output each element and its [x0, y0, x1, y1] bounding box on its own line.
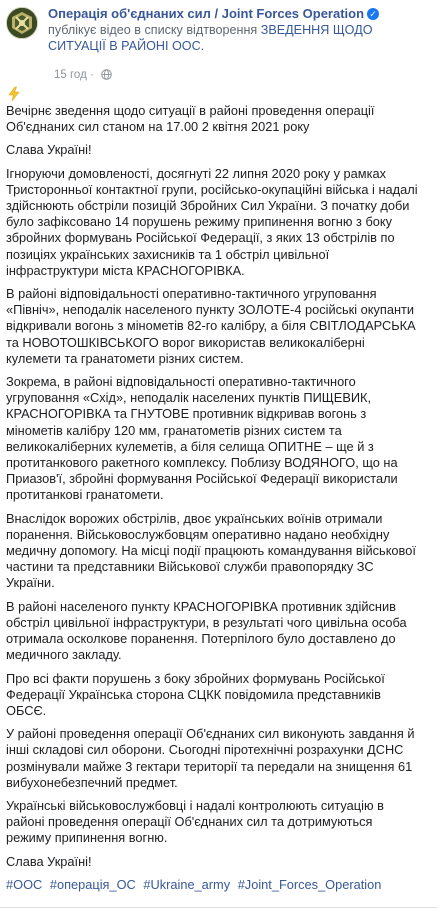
lightning-bolt-icon: [6, 86, 22, 102]
paragraph-10: Українські військовослужбовці і надалі контролюють ситуацію в районі проведення операції Об'єднаних сил та дотримуються режиму припинення вогню.: [6, 797, 384, 846]
paragraph-1: Вечірнє зведення щодо ситуації в районі проведення операції Об'єднаних сил станом на 17.00 2 квітня 2021 року: [6, 103, 375, 135]
post-timestamp[interactable]: 15 год: [54, 69, 87, 81]
paragraph-9: У районі проведення операції Об'єднаних сил виконують завдання й інші складові сил оборони. Сьогодні піротехнічні розрахунки ДСНС розмінували майже 3 гектари території та передали на знищення 61 вибухонебезпечний предмет.: [6, 726, 415, 790]
page-name-link[interactable]: Операція об'єднаних сил / Joint Forces Operation: [48, 6, 365, 21]
paragraph-2: Слава Україні!: [6, 142, 92, 158]
paragraph-11: Слава Україні!: [6, 853, 92, 869]
hashtag-ukraine-army[interactable]: #Ukraine_army: [143, 876, 231, 892]
paragraph-7: В районі населеного пункту КРАСНОГОРІВКА противник здійснив обстріл цивільної інфраструктури, в результаті чого цивільна особа отримала осколкове поранення. Потерпілого було доставлено до медичного закладу.: [6, 598, 407, 663]
verified-badge-icon: ✓: [367, 8, 379, 20]
page-avatar[interactable]: [6, 7, 38, 39]
military-emblem: [7, 8, 37, 38]
subtitle-prefix: публікує відео в списку відтворення: [48, 23, 258, 37]
paragraph-5: Зокрема, в районі відповідальності оперативно-тактичного угруповання «Схід», неподалік населених пунктів ПИЩЕВИК, КРАСНОГОРІВКА та ГНУТОВЕ противник відкривав вогонь з мінометів калібру 120 мм, гранатометів різних систем та великокаліберних кулеметів, а біля селища ОПИТНЕ – ще й з протитанкового ракетного комплексу. Поблизу ВОДЯНОГО, що на Приазов'ї, збройні формування Російської Федерації використали протитанкові гранатомети.: [6, 374, 398, 503]
meta-separator: ·: [90, 69, 94, 81]
paragraph-8: Про всі факти порушень з боку збройних формувань Російської Федерації Українська сторона СЦКК повідомила представників ОБСЄ.: [6, 670, 385, 718]
hashtag-joint-forces-operation[interactable]: #Joint_Forces_Operation: [237, 876, 382, 892]
post-header: [6, 5, 431, 83]
hashtag-operatsiia-os[interactable]: #операція_ОС: [49, 876, 136, 892]
playlist-link[interactable]: ЗВЕДЕННЯ ЩОДО СИТУАЦІЇ В РАЙОНІ ООС.: [48, 23, 373, 53]
hashtag-list: [6, 877, 421, 893]
header-text: [48, 5, 431, 54]
post-meta: [54, 68, 112, 82]
header-subtitle: [48, 22, 431, 54]
globe-icon[interactable]: [101, 69, 112, 80]
post-body: [6, 86, 421, 893]
hashtag-oos[interactable]: #ООС: [6, 876, 43, 892]
paragraph-3: Ігноруючи домовленості, досягнуті 22 липня 2020 року у рамках Тристоронньої контактної групи, російсько-окупаційні війська і надалі здійснюють обстріли позицій Збройних Сил України. З початку доби було зафіксовано 14 порушень режиму припинення вогню з боку збройних формувань Російської Федерації, з яких 13 обстрілів по позиціях українських захисників та 1 обстріл цивільної інфраструктури міста КРАСНОГОРІВКА.: [6, 165, 418, 278]
paragraph-4: В районі відповідальності оперативно-тактичного угруповання «Північ», неподалік населеного пункту ЗОЛОТЕ-4 російські окупанти відкривали вогонь з мінометів 82-го калібру, а біля СВІТЛОДАРСЬКА та НОВОТОШКІВСЬКОГО ворог використав великокаліберні кулемети та гранатомети різних систем.: [6, 286, 416, 366]
paragraph-6: Внаслідок ворожих обстрілів, двоє українських воїнів отримали поранення. Військовослужбовцям оперативно надано необхідну медичну допомогу. На місці події працюють командування військової частини та представники Військової служби правопорядку ЗС України.: [6, 510, 416, 591]
page-name-line: [48, 5, 431, 22]
